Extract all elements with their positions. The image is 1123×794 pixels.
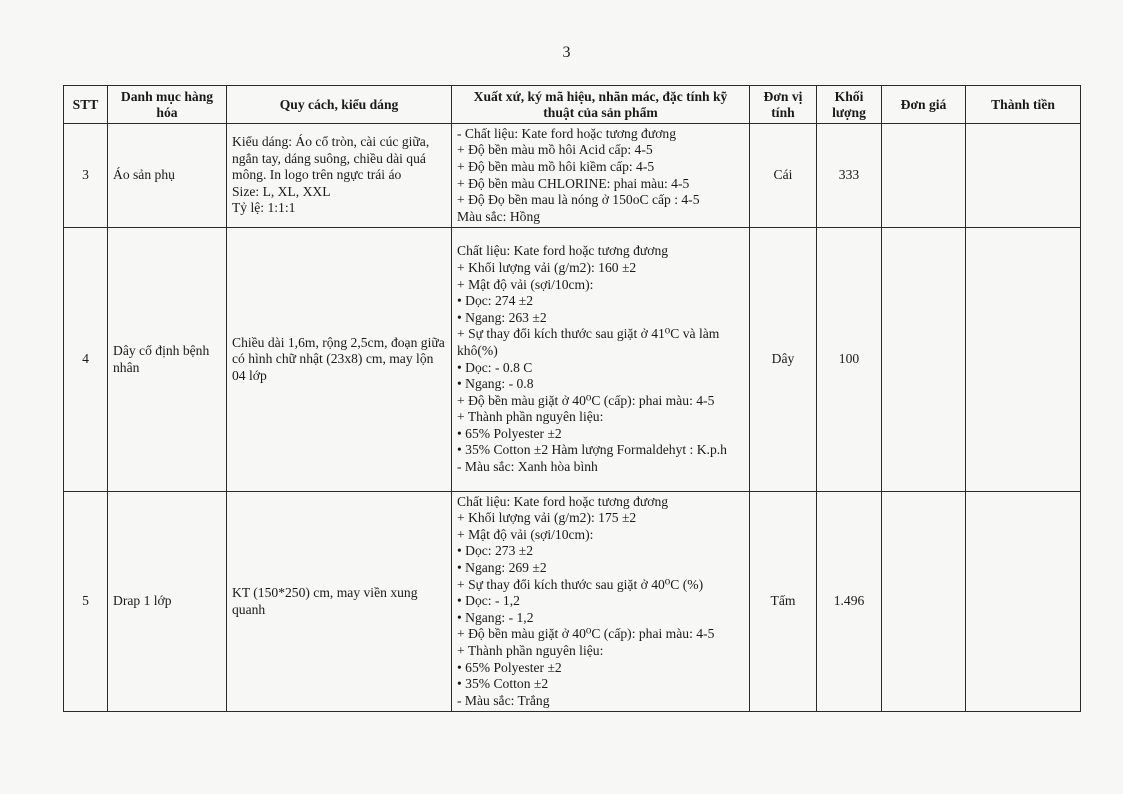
attr-line: + Mật độ vải (sợi/10cm): [457, 526, 594, 542]
row-total [966, 492, 1081, 712]
header-attributes: Xuất xứ, ký mã hiệu, nhãn mác, đặc tính kỹ thuật của sản phẩm [452, 86, 750, 124]
attr-line: - Màu sắc: Xanh hòa bình [457, 459, 598, 475]
attr-line: + Độ bền màu giặt ở 40⁰C (cấp): phai màu: 4-5 [457, 392, 715, 408]
header-unit: Đơn vị tính [750, 86, 817, 124]
row-unit-price [882, 492, 966, 712]
attr-line: + Độ bền màu mồ hôi kiềm cấp: 4-5 [457, 158, 655, 174]
row-unit: Dây [750, 228, 817, 492]
row-stt: 4 [64, 228, 108, 492]
attr-line: • 35% Cotton ±2 [457, 676, 549, 692]
header-total: Thành tiền [966, 86, 1081, 124]
attr-line: • Dọc: - 1,2 [457, 593, 520, 609]
attr-line: • 35% Cotton ±2 Hàm lượng Formaldehyt : K.p.h [457, 442, 727, 458]
attr-line: • Dọc: - 0.8 C [457, 359, 533, 375]
row-unit-price [882, 124, 966, 228]
spec-line: Size: L, XL, XXL [232, 183, 331, 199]
row-unit: Cái [750, 124, 817, 228]
attr-line: - Màu sắc: Trắng [457, 692, 550, 708]
page-number: 3 [562, 44, 571, 61]
attr-line: • Dọc: 273 ±2 [457, 543, 534, 559]
spec-line: Kiểu dáng: Áo cổ tròn, cài cúc giữa, ngắn tay, dáng suông, chiều dài quá mông. In logo trên ngực trái áo [232, 134, 430, 183]
row-unit: Tấm [750, 492, 817, 712]
attr-line: • Ngang: 269 ±2 [457, 560, 547, 576]
row-category: Áo sản phụ [108, 124, 227, 228]
row-category: Drap 1 lớp [108, 492, 227, 712]
attr-line: + Khối lượng vải (g/m2): 175 ±2 [457, 510, 637, 526]
attr-line: - Chất liệu: Kate ford hoặc tương đương [457, 125, 676, 141]
header-unit-price: Đơn giá [882, 86, 966, 124]
row-stt: 3 [64, 124, 108, 228]
attr-line: + Độ bền màu CHLORINE: phai màu: 4-5 [457, 175, 690, 191]
row-attributes [452, 492, 750, 712]
row-total [966, 228, 1081, 492]
row-quantity: 1.496 [817, 492, 882, 712]
attr-line: Màu sắc: Hồng [457, 208, 541, 224]
table-row [64, 492, 1081, 712]
attr-line: • 65% Polyester ±2 [457, 659, 562, 675]
goods-specification-table [63, 85, 1081, 712]
attr-line: • Ngang: - 1,2 [457, 609, 534, 625]
header-row [64, 86, 1081, 124]
attr-line: + Độ bền màu mồ hôi Acid cấp: 4-5 [457, 142, 653, 158]
row-unit-price [882, 228, 966, 492]
attr-line: + Thành phần nguyên liệu: [457, 642, 604, 658]
attr-line: • Ngang: - 0.8 [457, 376, 534, 392]
attr-line: • Dọc: 274 ±2 [457, 293, 534, 309]
attr-line: Chất liệu: Kate ford hoặc tương đương [457, 493, 669, 509]
attr-line: + Thành phần nguyên liệu: [457, 409, 604, 425]
row-specification [227, 492, 452, 712]
header-specification: Quy cách, kiểu dáng [227, 86, 452, 124]
attr-line: + Sự thay đổi kích thước sau giặt ở 41⁰C và làm khô(%) [457, 326, 720, 358]
table-row [64, 228, 1081, 492]
row-quantity: 100 [817, 228, 882, 492]
row-specification [227, 124, 452, 228]
attr-line: + Mật độ vải (sợi/10cm): [457, 276, 594, 292]
header-category: Danh mục hàng hóa [108, 86, 227, 124]
spec-line: Chiều dài 1,6m, rộng 2,5cm, đoạn giữa có hình chữ nhật (23x8) cm, may lộn 04 lớp [232, 334, 445, 383]
attr-line: Chất liệu: Kate ford hoặc tương đương [457, 243, 669, 259]
row-stt: 5 [64, 492, 108, 712]
row-quantity: 333 [817, 124, 882, 228]
row-specification [227, 228, 452, 492]
table-row [64, 124, 1081, 228]
row-attributes [452, 228, 750, 492]
header-stt: STT [64, 86, 108, 124]
header-quantity: Khối lượng [817, 86, 882, 124]
row-total [966, 124, 1081, 228]
attr-line: + Sự thay đổi kích thước sau giặt ở 40⁰C (%) [457, 576, 704, 592]
spec-line: KT (150*250) cm, may viền xung quanh [232, 584, 418, 617]
attr-line: • 65% Polyester ±2 [457, 425, 562, 441]
spec-line: Tỷ lệ: 1:1:1 [232, 200, 296, 216]
row-attributes [452, 124, 750, 228]
attr-line: • Ngang: 263 ±2 [457, 309, 547, 325]
attr-line: + Độ Đọ bền mau là nóng ở 150oC cấp : 4-5 [457, 192, 700, 208]
attr-line: + Độ bền màu giặt ở 40⁰C (cấp): phai màu: 4-5 [457, 626, 715, 642]
row-category: Dây cố định bệnh nhân [108, 228, 227, 492]
attr-line: + Khối lượng vải (g/m2): 160 ±2 [457, 259, 637, 275]
